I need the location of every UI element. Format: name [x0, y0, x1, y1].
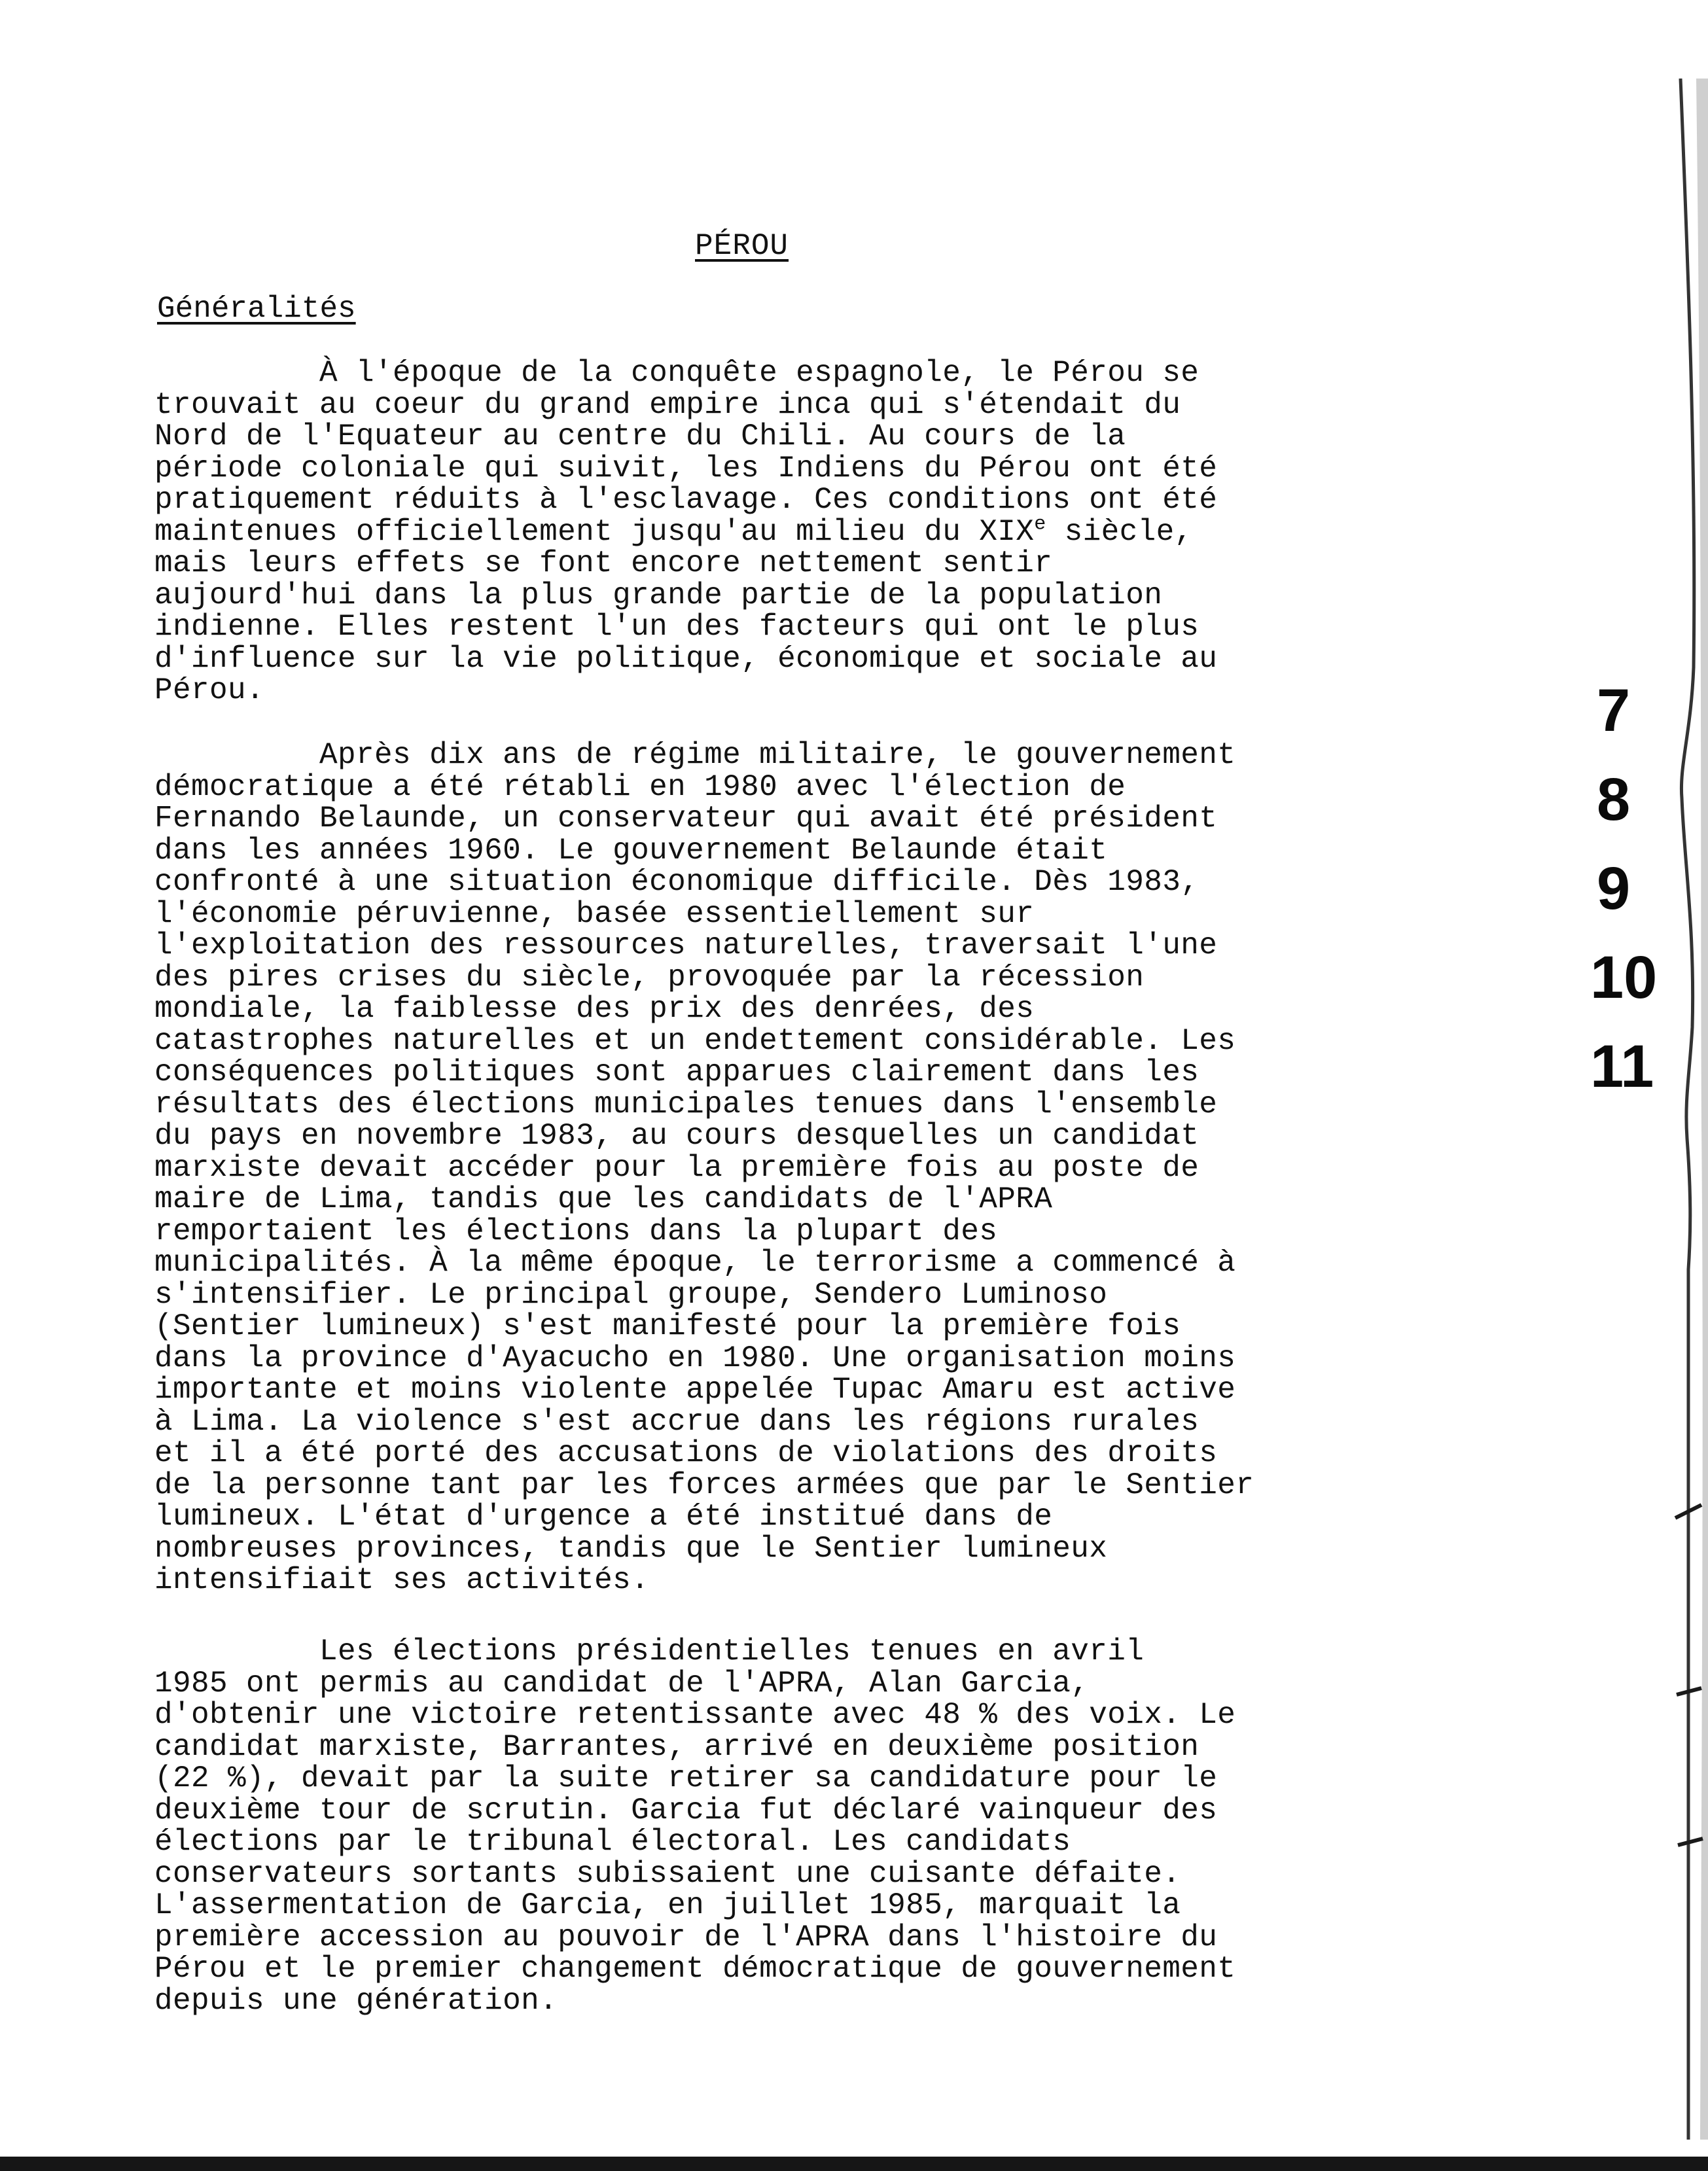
paragraph-1-text-a: À l'époque de la conquête espagnole, le Pérou se trouvait au coeur du grand empire inca qui s'étendait du Nord de l'Equateur au centre du Chili. Au cours de la période coloniale qui suivit, les Indiens du Pérou ont été pratiquement réduits à l'esclavage. Ces conditions ont été maintenues officiellement jusqu'au milieu du XIX — [154, 356, 1218, 549]
scan-edge-bar — [0, 2157, 1708, 2171]
tab-marker-9: 9 — [1597, 855, 1631, 922]
tab-marker-11: 11 — [1590, 1033, 1654, 1100]
binding-edge-decoration — [1662, 79, 1708, 2140]
paragraph-2: Après dix ans de régime militaire, le gouvernement démocratique a été rétabli en 1980 avec l'élection de Fernando Belaunde, un conservateur qui avait été président dans les années 1960. Le gouvernement Belaunde était confronté à une situation économique difficile. Dès 1983, l'économie péruvienne, basée essentiellement sur l'exploitation des ressources naturelles, traversait l'une des pires crises du siècle, provoquée par la récession mondiale, la faiblesse des prix des denrées, des catastrophes naturelles et un endettement considérable. Les conséquences politiques sont apparues clairement dans les résultats des élections municipales tenues dans l'ensemble du pays en novembre 1983, au cours desquelles un candidat marxiste devait accéder pour la première fois au poste de maire de Lima, tandis que les candidats de l'APRA remportaient les élections dans la plupart des municipalités. À la même époque, le terrorisme a commencé à s'intensifier. Le principal groupe, Sendero Luminoso (Sentier lumineux) s'est manifesté pour la première fois dans la province d'Ayacucho en 1980. Une organisation moins importante et moins violente appelée Tupac Amaru est active à Lima. La violence s'est accrue dans les régions rurales et il a été porté des accusations de violations des droits de la personne tant par les forces armées que par le Sentier lumineux. L'état d'urgence a été institué dans de nombreuses provinces, tandis que le Sentier lumineux intensifiait ses activités. — [154, 738, 1254, 1597]
page-title: PÉROU — [695, 229, 789, 263]
tab-marker-7: 7 — [1597, 677, 1631, 744]
section-heading: Généralités — [157, 292, 356, 326]
paragraph-1 — [154, 357, 1326, 707]
paragraph-3: Les élections présidentielles tenues en avril 1985 ont permis au candidat de l'APRA, Alan Garcia, d'obtenir une victoire retentissante avec 48 % des voix. Le candidat marxiste, Barrantes, arrivé en deuxième position (22 %), devait par la suite retirer sa candidature pour le deuxième tour de scrutin. Garcia fut déclaré vainqueur des élections par le tribunal électoral. Les candidats conservateurs sortants subissaient une cuisante défaite. L'assermentation de Garcia, en juillet 1985, marquait la première accession au pouvoir de l'APRA dans l'histoire du Pérou et le premier changement démocratique de gouvernement depuis une génération. — [154, 1634, 1236, 2018]
paragraph-1-text-b: siècle, mais leurs effets se font encore nettement sentir aujourd'hui dans la plus grande partie de la population indienne. Elles restent l'un des facteurs qui ont le plus d'influence sur la vie politique, économique et sociale au Pérou. — [154, 514, 1218, 707]
tab-marker-10: 10 — [1590, 944, 1658, 1011]
paragraph-1-superscript: e — [1034, 513, 1046, 536]
tab-marker-8: 8 — [1597, 766, 1631, 833]
